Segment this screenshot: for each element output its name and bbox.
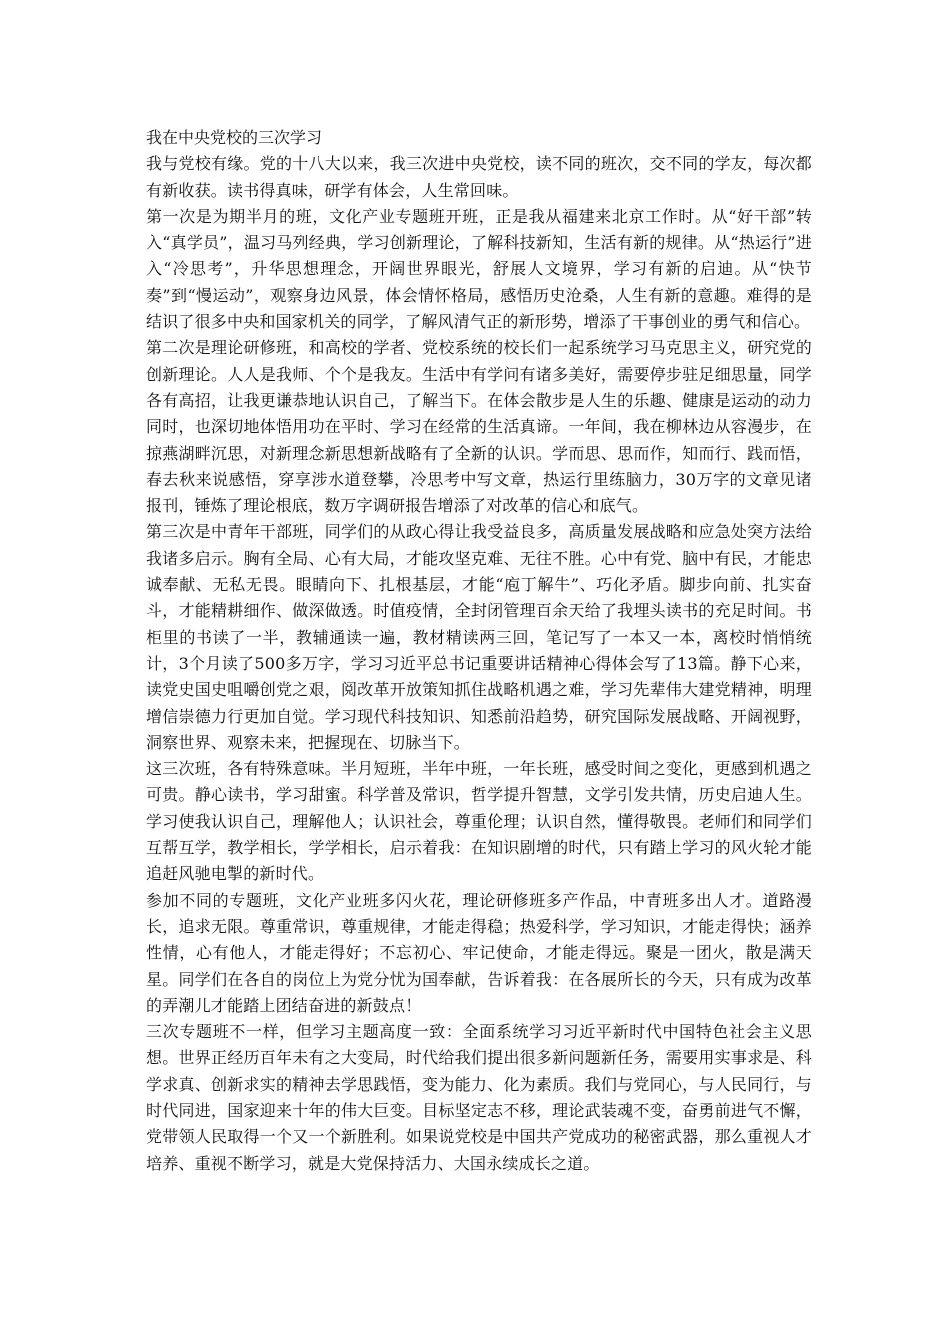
paragraph-first-session: 第一次是为期半月的班，文化产业专题班开班，正是我从福建来北京工作时。从“好干部”转入“真学员”，温习马列经典，学习创新理论，了解科技新知，生活有新的规律。从“热运行”进入“冷思考”，升华思想理念，开阔世界眼光，舒展人文境界，学习有新的启迪。从“快节奏”到“慢运动”，观察身边风景，体会情怀格局，感悟历史沧桑，人生有新的意趣。难得的是结识了很多中央和国家机关的同学，了解风清气正的新形势，增添了干事创业的勇气和信心。 <box>146 206 812 332</box>
paragraph-intro: 我与党校有缘。党的十八大以来，我三次进中央党校，读不同的班次，交不同的学友，每次都有新收获。读书得真味，研学有体会，人生常回味。 <box>146 154 812 200</box>
paragraph-second-session: 第二次是理论研修班，和高校的学者、党校系统的校长们一起系统学习马克思主义，研究党的创新理论。人人是我师、个个是我友。生活中有学问有诸多美好，需要停步驻足细思量，同学各有高招，让我更谦恭地认识自己，了解当下。在体会散步是人生的乐趣、健康是运动的动力同时，也深切地体悟用功在平时、学习在经常的生活真谛。一年间，我在柳林边从容漫步，在掠燕湖畔沉思，对新理念新思想新战略有了全新的认识。学而思、思而作，知而行、践而悟，春去秋来说感悟，穿享涉水道登攀，冷思考中写文章，热运行里练脑力，30万字的文章见诸报刊，锤炼了理论根底，数万字调研报告增添了对改革的信心和底气。 <box>146 338 812 516</box>
paragraph-third-session: 第三次是中青年干部班，同学们的从政心得让我受益良多，高质量发展战略和应急处突方法给我诸多启示。胸有全局、心有大局，才能攻坚克难、无往不胜。心中有党、脑中有民，才能忠诚奉献、无私无畏。眼睛向下、扎根基层，才能“庖丁解牛”、巧化矛盾。脚步向前、扎实奋斗，才能精耕细作、做深做透。时值疫情，全封闭管理百余天给了我埋头读书的充足时间。书柜里的书读了一半，教辅通读一遍，教材精读两三回，笔记写了一本又一本，离校时悄悄统计，3个月读了500多万字，学习习近平总书记重要讲话精神心得体会写了13篇。静下心来，读党史国史咀嚼创党之艰，阅改革开放策知抓住战略机遇之难，学习先辈伟大建党精神，明理增信崇德力行更加自觉。学习现代科技知识、知悉前沿趋势，研究国际发展战略、开阔视野，洞察世界、观察未来，把握现在、切脉当下。 <box>146 522 812 752</box>
paragraph-conclusion: 三次专题班不一样，但学习主题高度一致：全面系统学习习近平新时代中国特色社会主义思想。世界正经历百年未有之大变局，时代给我们提出很多新问题新任务，需要用实事求是、科学求真、创新求实的精神去学思践悟，变为能力、化为素质。我们与党同心，与人民同行，与时代同进，国家迎来十年的伟大巨变。目标坚定志不移，理论武装魂不变，奋勇前进气不懈，党带领人民取得一个又一个新胜利。如果说党校是中国共产党成功的秘密武器，那么重视人才培养、重视不断学习，就是大党保持活力、大国永续成长之道。 <box>146 1022 812 1173</box>
document-page <box>146 125 812 1177</box>
document-title: 我在中央党校的三次学习 <box>146 128 323 147</box>
paragraph-three-sessions-meaning: 这三次班，各有特殊意味。半月短班，半年中班，一年长班，感受时间之变化，更感到机遇之可贵。静心读书，学习甜蜜。科学普及常识，哲学提升智慧，文学引发共情，历史启迪人生。学习使我认识自己，理解他人；认识社会，尊重伦理；认识自然，懂得敬畏。老师们和同学们互帮互学，教学相长，学学相长，启示着我：在知识剧增的时代，只有踏上学习的风火轮才能追赶风驰电掣的新时代。 <box>146 759 812 884</box>
paragraph-different-classes: 参加不同的专题班，文化产业班多闪火花，理论研修班多产作品，中青班多出人才。道路漫长，追求无限。尊重常识，尊重规律，才能走得稳；热爱科学，学习知识，才能走得快；涵养性情，心有他人，才能走得好；不忘初心、牢记使命，才能走得远。聚是一团火，散是满天星。同学们在各自的岗位上为党分忧为国奉献，告诉着我：在各展所长的今天，只有成为改革的弄潮儿才能踏上团结奋进的新鼓点！ <box>146 890 812 1015</box>
